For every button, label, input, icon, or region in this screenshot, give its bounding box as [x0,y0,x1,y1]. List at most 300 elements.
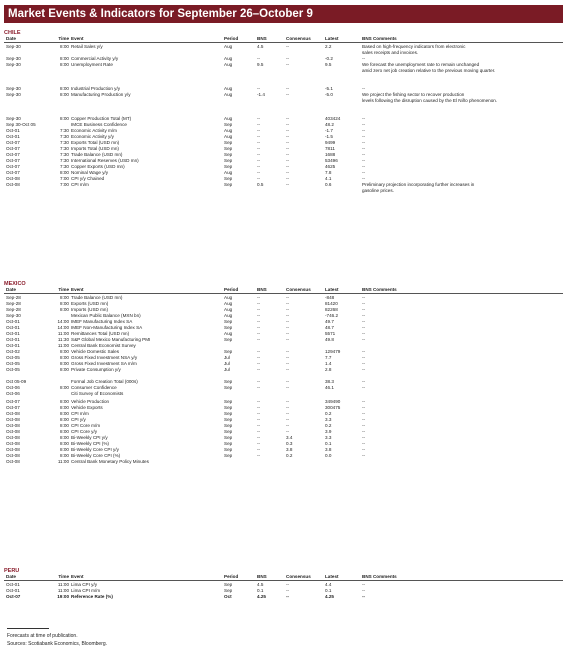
time-cell: 8:00 [60,384,69,390]
period-cell: Aug [224,91,233,97]
time-cell: 7:30 [60,145,69,151]
event-cell: Nominal Wage y/y [71,169,109,175]
peru-rows [4,582,563,600]
latest-cell: 7811 [325,145,335,151]
table-row [4,391,563,397]
latest-cell: -848 [325,294,335,300]
time-cell: 7:30 [60,127,69,133]
period-cell: Aug [224,55,233,61]
bns-forecast-cell: -- [257,416,261,422]
bns-forecast-cell: -- [257,151,261,157]
period-cell: Sep [224,428,233,434]
latest-cell: 129479 [325,348,341,354]
consensus-cell: -- [286,139,290,145]
comment-cell: -- [362,593,366,599]
event-cell: Economic Activity y/y [71,133,114,139]
date-cell: Oct-08 [6,458,20,464]
event-cell: Unemployment Rate [71,61,113,67]
header-time: Time [58,36,69,41]
consensus-cell: -- [286,360,290,366]
comment-cell-continued: gasoline prices. [362,187,394,193]
event-cell: Economic Activity m/m [71,127,117,133]
event-cell: Formal Job Creation Total (000s) [71,378,138,384]
event-cell: Vehicle Domestic Sales [71,348,120,354]
time-cell: 7:30 [60,139,69,145]
comment-cell: -- [362,139,366,145]
date-cell: Oct-08 [6,422,20,428]
event-cell: Vehicle Production [71,398,110,404]
date-cell: Oct-08 [6,416,20,422]
date-cell: Oct-07 [6,151,20,157]
bns-forecast-cell: -- [257,336,261,342]
latest-cell: -746.2 [325,312,339,318]
bns-forecast-cell: -- [257,55,261,61]
time-cell: 11:00 [57,458,69,464]
bns-forecast-cell: -- [257,428,261,434]
consensus-cell: -- [286,145,290,151]
event-cell: Private Consumption y/y [71,366,121,372]
event-cell: Gross Fixed Investment SA m/m [71,360,137,366]
time-cell: 14:00 [57,318,69,324]
event-cell: Copper Production Total (MT) [71,115,132,121]
event-cell: Gross Fixed Investment NSA y/y [71,354,138,360]
date-cell: Sep 30-Oct 05 [6,121,36,127]
consensus-cell: -- [286,157,290,163]
period-cell: Sep [224,145,233,151]
consensus-cell: -- [286,378,290,384]
event-cell: Lima CPI y/y [71,581,98,587]
latest-cell: 5571 [325,330,336,336]
event-cell: IMEF Manufacturing Index SA [71,318,133,324]
event-cell: Copper Exports (USD mn) [71,163,125,169]
comment-cell: -- [362,440,366,446]
date-cell: Oct-07 [6,157,20,163]
bns-forecast-cell: -- [257,306,261,312]
latest-cell: 0.1 [325,587,332,593]
section-title-peru: PERU [4,568,20,574]
event-cell: Citi Survey of Economists [71,390,124,396]
date-cell: Oct 05-09 [6,378,27,384]
comment-cell: -- [362,85,366,91]
header-latest: Latest [325,574,339,579]
time-cell: 8:00 [60,61,69,67]
period-cell: Sep [224,452,233,458]
time-cell: 14:00 [57,324,69,330]
time-cell: 7:00 [60,181,69,187]
time-cell: 11:00 [57,342,69,348]
event-cell: Bi-Weekly CPI y/y [71,434,108,440]
table-row [4,594,563,600]
date-cell: Oct-01 [6,342,20,348]
period-cell: Sep [224,181,233,187]
consensus-cell: -- [286,294,290,300]
comment-cell: -- [362,416,366,422]
latest-cell: 7.8 [325,169,332,175]
period-cell: Sep [224,378,233,384]
time-cell: 8:00 [60,398,69,404]
latest-cell: 0.6 [325,181,332,187]
period-cell: Sep [224,440,233,446]
consensus-cell: 3.8 [286,446,293,452]
consensus-cell: 0.3 [286,440,293,446]
comment-cell: -- [362,336,366,342]
consensus-cell: -- [286,428,290,434]
header-comments: BNS Comments [362,36,397,41]
comment-cell: Preliminary projection incorporating further increases in [362,181,475,187]
comment-cell-continued: levels following the disruption caused by the El Niño phenomenon. [362,97,498,103]
event-cell: Central Bank Monetary Policy Minutes [71,458,149,464]
event-cell: CPI Core y/y [71,428,98,434]
header-time: Time [58,287,69,292]
period-cell: Jul [224,366,230,372]
bns-forecast-cell: -- [257,360,261,366]
date-cell: Oct-07 [6,145,20,151]
bns-forecast-cell: 4.5 [257,43,264,49]
comment-cell: Based on high-frequency indicators from electronic [362,43,466,49]
consensus-cell: 3.4 [286,434,293,440]
comment-cell: -- [362,581,366,587]
date-cell: Oct-01 [6,330,20,336]
date-cell: Oct-07 [6,169,20,175]
latest-cell: -1.5 [325,133,333,139]
page-title: Market Events & Indicators for September 26–October 9 [4,5,563,23]
date-cell: Oct-06 [6,390,20,396]
consensus-cell: -- [286,330,290,336]
latest-cell: 3.9 [325,428,332,434]
latest-cell: 403424 [325,115,341,121]
consensus-cell: -- [286,133,290,139]
header-date: Date [6,287,16,292]
time-cell: 8:00 [60,360,69,366]
bns-forecast-cell: 4.25 [257,593,266,599]
bns-forecast-cell: -- [257,175,261,181]
time-cell: 8:00 [60,354,69,360]
header-period: Period [224,36,239,41]
comment-cell: We forecast the unemployment rate to remain unchanged [362,61,480,67]
comment-cell: -- [362,157,366,163]
consensus-cell: -- [286,115,290,121]
latest-cell: 46.1 [325,384,334,390]
period-cell: Oct [224,593,232,599]
bns-forecast-cell: -- [257,127,261,133]
consensus-cell: -- [286,384,290,390]
event-cell: CPI y/y [71,416,86,422]
period-cell: Sep [224,151,233,157]
latest-cell: 49.7 [325,318,334,324]
time-cell: 11:30 [57,336,69,342]
latest-cell: 0.2 [325,410,332,416]
bns-forecast-cell: -- [257,404,261,410]
bns-forecast-cell: -1.4 [257,91,265,97]
bns-forecast-cell: -- [257,157,261,163]
header-bns: BNS [257,36,267,41]
bns-forecast-cell: -- [257,330,261,336]
header-event: Event [71,287,84,292]
date-cell: Oct-01 [6,133,20,139]
bns-forecast-cell: -- [257,145,261,151]
event-cell: IMEF Non-Manufacturing Index SA [71,324,143,330]
event-cell: Trade Balance (USD mn) [71,294,123,300]
date-cell: Oct-08 [6,410,20,416]
period-cell: Aug [224,312,233,318]
event-cell: Mexican Public Balance (MXN bn) [71,312,141,318]
chile-section [4,30,563,194]
comment-cell-continued: sales receipts and invoices. [362,49,419,55]
consensus-cell: -- [286,61,290,67]
time-cell: 8:00 [60,434,69,440]
period-cell: Sep [224,416,233,422]
comment-cell: -- [362,434,366,440]
latest-cell: 4.25 [325,593,334,599]
time-cell: 7:30 [60,133,69,139]
time-cell: 7:00 [60,175,69,181]
comment-cell: -- [362,452,366,458]
date-cell: Oct-01 [6,581,20,587]
comment-cell: -- [362,446,366,452]
latest-cell: 9499 [325,139,336,145]
table-row [4,182,563,194]
period-cell: Aug [224,115,233,121]
event-cell: S&P Global Mexico Manufacturing PMI [71,336,151,342]
table-header [4,574,563,581]
header-bns: BNS [257,287,267,292]
comment-cell: -- [362,115,366,121]
date-cell: Sep-28 [6,294,21,300]
date-cell: Oct-01 [6,318,20,324]
latest-cell: 48.7 [325,324,334,330]
latest-cell: 53496 [325,157,338,163]
latest-cell: 1.4 [325,360,332,366]
period-cell: Sep [224,446,233,452]
period-cell: Jul [224,360,230,366]
date-cell: Oct-01 [6,324,20,330]
event-cell: IMCE Business Confidence [71,121,127,127]
comment-cell: -- [362,354,366,360]
time-cell: 8:00 [60,422,69,428]
latest-cell: -5.0 [325,91,333,97]
consensus-cell: 0.2 [286,452,293,458]
mexico-section [4,281,563,465]
consensus-cell: -- [286,163,290,169]
consensus-cell: -- [286,366,290,372]
event-cell: Manufacturing Production y/y [71,91,131,97]
comment-cell: -- [362,410,366,416]
bns-forecast-cell: -- [257,434,261,440]
date-cell: Oct-05 [6,360,20,366]
header-period: Period [224,574,239,579]
mexico-rows [4,295,563,465]
consensus-cell: -- [286,169,290,175]
date-cell: Sep-28 [6,300,21,306]
time-cell: 8:00 [60,294,69,300]
event-cell: Commercial Activity y/y [71,55,119,61]
latest-cell: 3.3 [325,434,332,440]
header-consensus: Consensus [286,574,311,579]
table-row [4,62,563,74]
header-date: Date [6,36,16,41]
period-cell: Aug [224,169,233,175]
header-consensus: Consensus [286,287,311,292]
period-cell: Aug [224,61,233,67]
bns-forecast-cell: -- [257,410,261,416]
comment-cell: -- [362,55,366,61]
bns-forecast-cell: 4.5 [257,581,264,587]
time-cell: 7:30 [60,157,69,163]
event-cell: Industrial Production y/y [71,85,121,91]
comment-cell: -- [362,398,366,404]
event-cell: Exports (USD mn) [71,300,109,306]
date-cell: Sep-30 [6,85,21,91]
time-cell: 8:00 [60,348,69,354]
period-cell: Sep [224,121,233,127]
comment-cell: -- [362,587,366,593]
period-cell: Sep [224,404,233,410]
consensus-cell: -- [286,336,290,342]
header-event: Event [71,36,84,41]
table-header [4,36,563,43]
comment-cell: -- [362,318,366,324]
date-cell: Sep-28 [6,306,21,312]
section-title-mexico: MEXICO [4,281,26,287]
event-cell: Bi-Weekly Core CPI (%) [71,452,121,458]
latest-cell: 7.7 [325,354,332,360]
comment-cell: We project the fishing sector to recover production [362,91,465,97]
time-cell: 11:00 [57,581,69,587]
period-cell: Aug [224,43,233,49]
bns-forecast-cell: -- [257,85,261,91]
consensus-cell: -- [286,175,290,181]
time-cell: 11:00 [57,330,69,336]
consensus-cell: -- [286,398,290,404]
comment-cell: -- [362,145,366,151]
period-cell: Sep [224,410,233,416]
table-row [4,459,563,465]
date-cell: Oct-08 [6,428,20,434]
comment-cell: -- [362,163,366,169]
latest-cell: 300475 [325,404,341,410]
date-cell: Oct-08 [6,452,20,458]
period-cell: Sep [224,434,233,440]
time-cell: 7:30 [60,151,69,157]
bns-forecast-cell: -- [257,378,261,384]
latest-cell: 0.0 [325,452,332,458]
period-cell: Sep [224,348,233,354]
period-cell: Aug [224,85,233,91]
consensus-cell: -- [286,410,290,416]
consensus-cell: -- [286,127,290,133]
time-cell: 8:00 [60,85,69,91]
date-cell: Sep-30 [6,55,21,61]
consensus-cell: -- [286,181,290,187]
bns-forecast-cell: 0.5 [257,181,264,187]
comment-cell: -- [362,330,366,336]
time-cell: 8:00 [60,306,69,312]
comment-cell: -- [362,428,366,434]
header-event: Event [71,574,84,579]
date-cell: Oct-07 [6,593,21,599]
date-cell: Sep-30 [6,61,21,67]
table-row [4,367,563,373]
header-bns: BNS [257,574,267,579]
time-cell: 8:00 [60,169,69,175]
bns-forecast-cell: -- [257,300,261,306]
header-comments: BNS Comments [362,287,397,292]
consensus-cell: -- [286,43,290,49]
comment-cell: -- [362,422,366,428]
latest-cell: 9.5 [325,61,332,67]
time-cell: 8:00 [60,440,69,446]
comment-cell: -- [362,360,366,366]
table-header [4,287,563,294]
period-cell: Sep [224,587,233,593]
latest-cell: 349490 [325,398,341,404]
date-cell: Oct-08 [6,175,20,181]
consensus-cell: -- [286,318,290,324]
bns-forecast-cell: -- [257,348,261,354]
period-cell: Sep [224,157,233,163]
event-cell: CPI m/m [71,410,89,416]
latest-cell: 1688 [325,151,336,157]
comment-cell: -- [362,366,366,372]
peru-section [4,568,563,600]
time-cell: 8:00 [60,446,69,452]
time-cell: 8:00 [60,452,69,458]
comment-cell: -- [362,300,366,306]
comment-cell: -- [362,169,366,175]
event-cell: Exports Total (USD mn) [71,139,120,145]
event-cell: International Reserves (USD mn) [71,157,139,163]
event-cell: Trade Balance (USD mn) [71,151,123,157]
footnote-forecasts: Forecasts at time of publication. [7,633,78,639]
event-cell: Central Bank Economist Survey [71,342,136,348]
latest-cell: -5.1 [325,85,333,91]
period-cell: Sep [224,581,233,587]
date-cell: Oct-02 [6,348,20,354]
date-cell: Oct-08 [6,181,20,187]
table-row [4,92,563,104]
bns-forecast-cell: -- [257,121,261,127]
bns-forecast-cell: -- [257,354,261,360]
comment-cell-continued: amid zero net job creation relative to the previous moving quarter. [362,67,496,73]
footnote-sources: Sources: Scotiabank Economics, Bloomberg. [7,641,108,647]
consensus-cell: -- [286,354,290,360]
consensus-cell: -- [286,348,290,354]
consensus-cell: -- [286,91,290,97]
latest-cell: 82268 [325,306,338,312]
date-cell: Oct-05 [6,354,20,360]
latest-cell: 3.8 [325,446,332,452]
comment-cell: -- [362,127,366,133]
bns-forecast-cell: -- [257,318,261,324]
bns-forecast-cell: -- [257,384,261,390]
bns-forecast-cell: 9.5 [257,61,264,67]
event-cell: Consumer Confidence [71,384,117,390]
event-cell: CPI y/y Chained [71,175,105,181]
header-period: Period [224,287,239,292]
date-cell: Oct-08 [6,434,20,440]
latest-cell: -1.7 [325,127,333,133]
period-cell: Aug [224,133,233,139]
header-latest: Latest [325,36,339,41]
date-cell: Oct-08 [6,446,20,452]
latest-cell: 81420 [325,300,338,306]
bns-forecast-cell: -- [257,398,261,404]
period-cell: Sep [224,324,233,330]
period-cell: Sep [224,318,233,324]
date-cell: Sep-30 [6,115,21,121]
date-cell: Oct-07 [6,139,20,145]
latest-cell: 4.1 [325,175,332,181]
